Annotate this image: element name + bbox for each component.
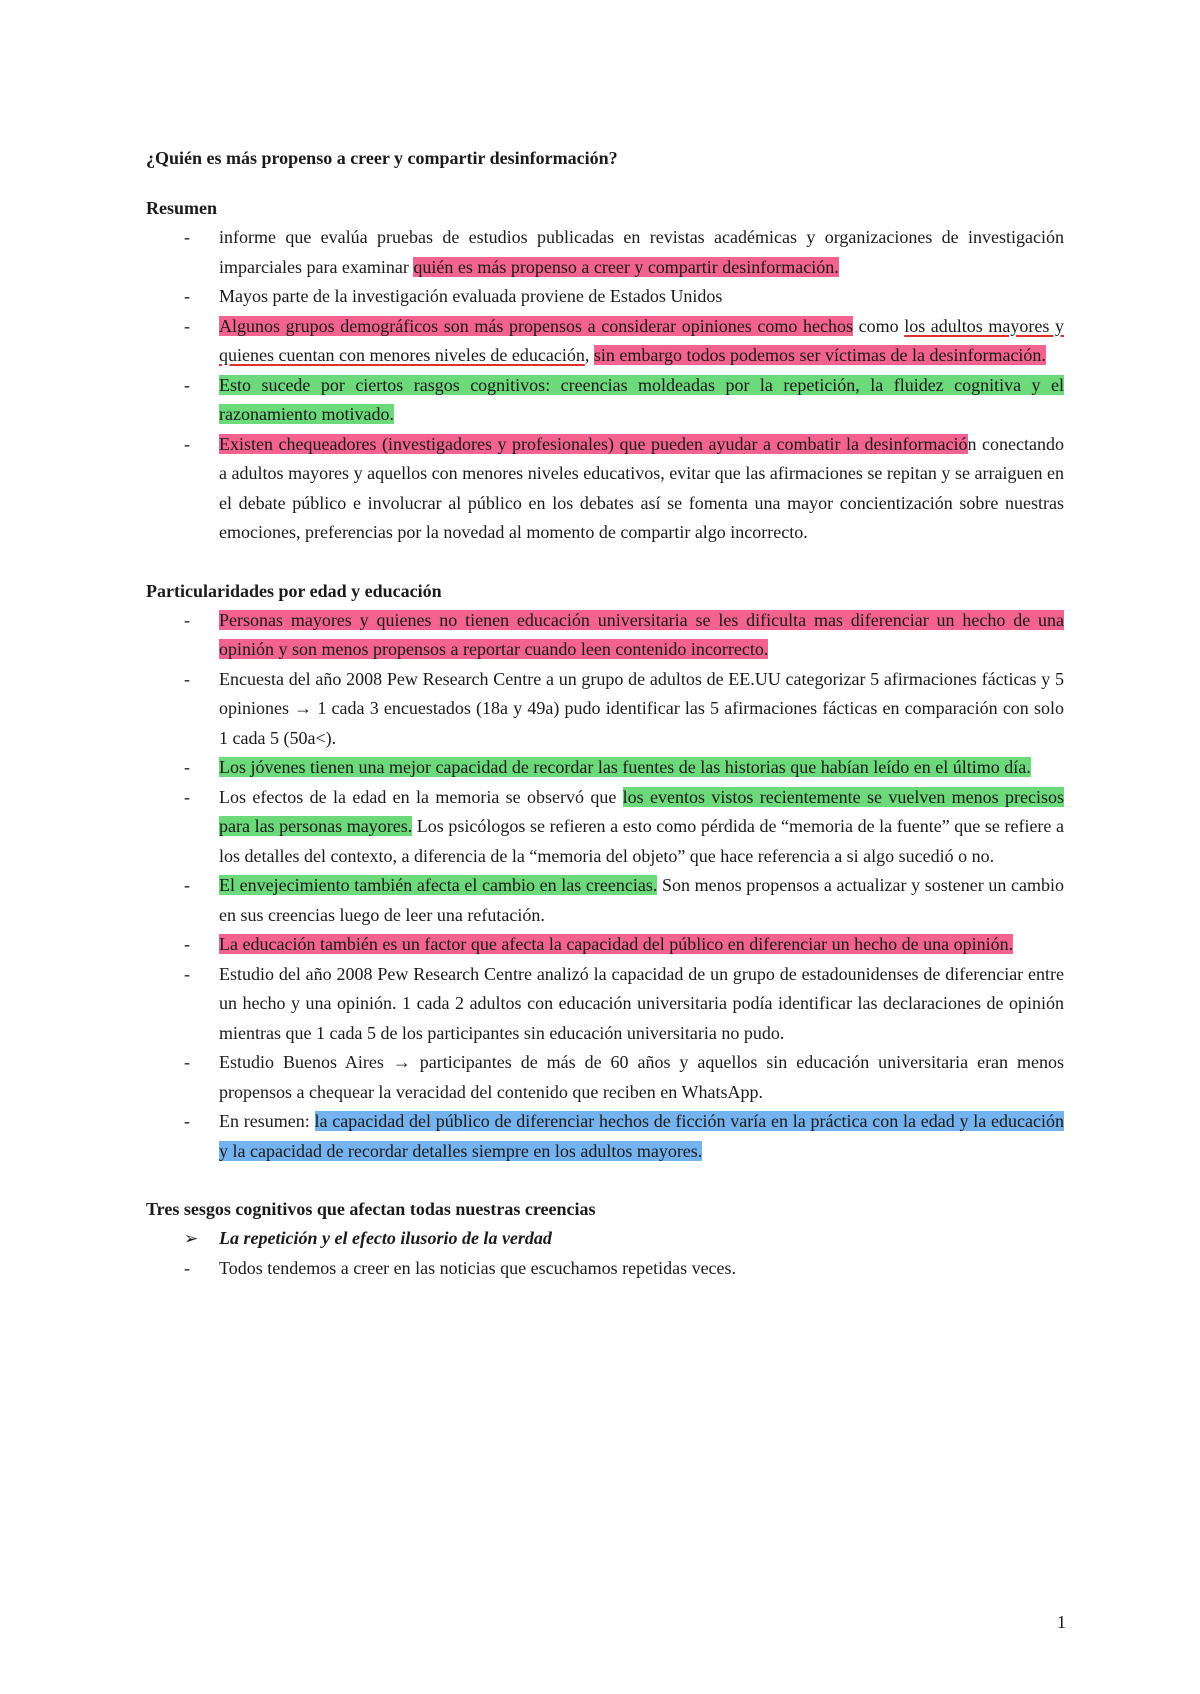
- list-item: [146, 753, 1064, 783]
- list-item: [146, 371, 1064, 430]
- highlight-blue: la capacidad del público de diferenciar hechos de ficción varía en la práctica con la edad y la educación y la capacidad de recordar detalles siempre en los adultos mayores.: [219, 1111, 1064, 1161]
- resumen-list: [146, 223, 1064, 548]
- list-item: [146, 930, 1064, 960]
- highlight-green: los eventos vistos recientemente se vuelven menos precisos para las personas mayores.: [219, 786, 1064, 836]
- list-item: - informe que evalúa pruebas de estudios publicadas en revistas académicas y organizaciones de investigación imparciales para examinar quién es más propenso a creer y compartir desinformación.: [146, 223, 1064, 282]
- document-title: ¿Quién es más propenso a creer y compartir desinformación?: [146, 148, 618, 168]
- list-item: - Mayos parte de la investigación evaluada proviene de Estados Unidos: [146, 282, 1064, 312]
- arrow-bullet-icon: ➢: [184, 1229, 199, 1248]
- list-item: - Todos tendemos a creer en las noticias que escuchamos repetidas veces.: [146, 1254, 1064, 1284]
- section-heading-edad: Particularidades por edad y educación: [146, 580, 442, 601]
- highlight-pink: quién es más propenso a creer y compartir desinformación.: [413, 256, 839, 277]
- highlight-pink: La educación también es un factor que afecta la capacidad del público en diferenciar un hecho de una opinión.: [219, 934, 1014, 954]
- list-item: - Los efectos de la edad en la memoria se observó que los eventos vistos recientemente se vuelven menos precisos para las personas mayores. Los psicólogos se refieren a esto como pérdida de “memoria de la fuente” que se refiere a los detalles del contexto, a diferencia de la “memoria del objeto” que hace referencia a si algo sucedió o no.: [146, 783, 1064, 872]
- edad-list: [146, 606, 1064, 1167]
- page-number: 1: [1057, 1612, 1066, 1632]
- highlight-green: El envejecimiento también afecta el cambio en las creencias.: [219, 875, 658, 895]
- underlined-text: los adultos mayores y quienes cuentan con menores niveles de educación: [219, 315, 1064, 365]
- highlight-green: Los jóvenes tienen una mejor capacidad de recordar las fuentes de las historias que habían leído en el último día.: [219, 757, 1031, 777]
- highlight-pink: sin embargo todos podemos ser víctimas de la desinformación.: [593, 345, 1046, 365]
- list-item: - En resumen: la capacidad del público de diferenciar hechos de ficción varía en la práctica con la edad y la educación y la capacidad de recordar detalles siempre en los adultos mayores.: [146, 1107, 1064, 1166]
- highlight-pink: Personas mayores y quienes no tienen educación universitaria se les dificulta mas diferenciar un hecho de una opinión y son menos propensos a reportar cuando leen contenido incorrecto.: [219, 609, 1064, 659]
- list-item: - El envejecimiento también afecta el cambio en las creencias. Son menos propensos a actualizar y sostener un cambio en sus creencias luego de leer una refutación.: [146, 871, 1064, 930]
- list-item: - Algunos grupos demográficos son más propensos a considerar opiniones como hechos como los adultos mayores y quienes cuentan con menores niveles de educación, sin embargo todos podemos ser víctimas de la desinformación.: [146, 312, 1064, 371]
- highlight-green: Esto sucede por ciertos rasgos cognitivos: creencias moldeadas por la repetición, la fluidez cognitiva y el razonamiento motivado.: [219, 374, 1064, 424]
- list-item: - Estudio Buenos Aires → participantes de más de 60 años y aquellos sin educación universitaria eran menos propensos a chequear la veracidad del contenido que reciben en WhatsApp.: [146, 1048, 1064, 1107]
- list-item: - Encuesta del año 2008 Pew Research Centre a un grupo de adultos de EE.UU categorizar 5 afirmaciones fácticas y 5 opiniones → 1 cada 3 encuestados (18a y 49a) pudo identificar las 5 afirmaciones fácticas en comparación con solo 1 cada 5 (50a<).: [146, 665, 1064, 754]
- section-heading-resumen: Resumen: [146, 198, 217, 218]
- highlight-pink: Existen chequeadores (investigadores y profesionales) que pueden ayudar a combatir la desinformació: [219, 433, 968, 454]
- subheading-repeticion: ➢ La repetición y el efecto ilusorio de la verdad: [146, 1224, 1064, 1254]
- list-item: - Existen chequeadores (investigadores y profesionales) que pueden ayudar a combatir la desinformación conectando a adultos mayores y aquellos con menores niveles educativos, evitar que las afirmaciones se repitan y se arraiguen en el debate público e involucrar al público en los debates así se fomenta una mayor concientización sobre nuestras emociones, preferencias por la novedad al momento de compartir algo incorrecto.: [146, 430, 1064, 548]
- sesgos-list: [146, 1254, 1064, 1284]
- highlight-pink: Algunos grupos demográficos son más propensos a considerar opiniones como hechos: [219, 315, 853, 336]
- list-item: [146, 606, 1064, 665]
- document-body: [146, 146, 1064, 1283]
- list-item: - Estudio del año 2008 Pew Research Centre analizó la capacidad de un grupo de estadounidenses de diferenciar entre un hecho y una opinión. 1 cada 2 adultos con educación universitaria podía identificar las declaraciones de opinión mientras que 1 cada 5 de los participantes sin educación universitaria no pudo.: [146, 960, 1064, 1049]
- section-heading-sesgos: Tres sesgos cognitivos que afectan todas nuestras creencias: [146, 1199, 596, 1219]
